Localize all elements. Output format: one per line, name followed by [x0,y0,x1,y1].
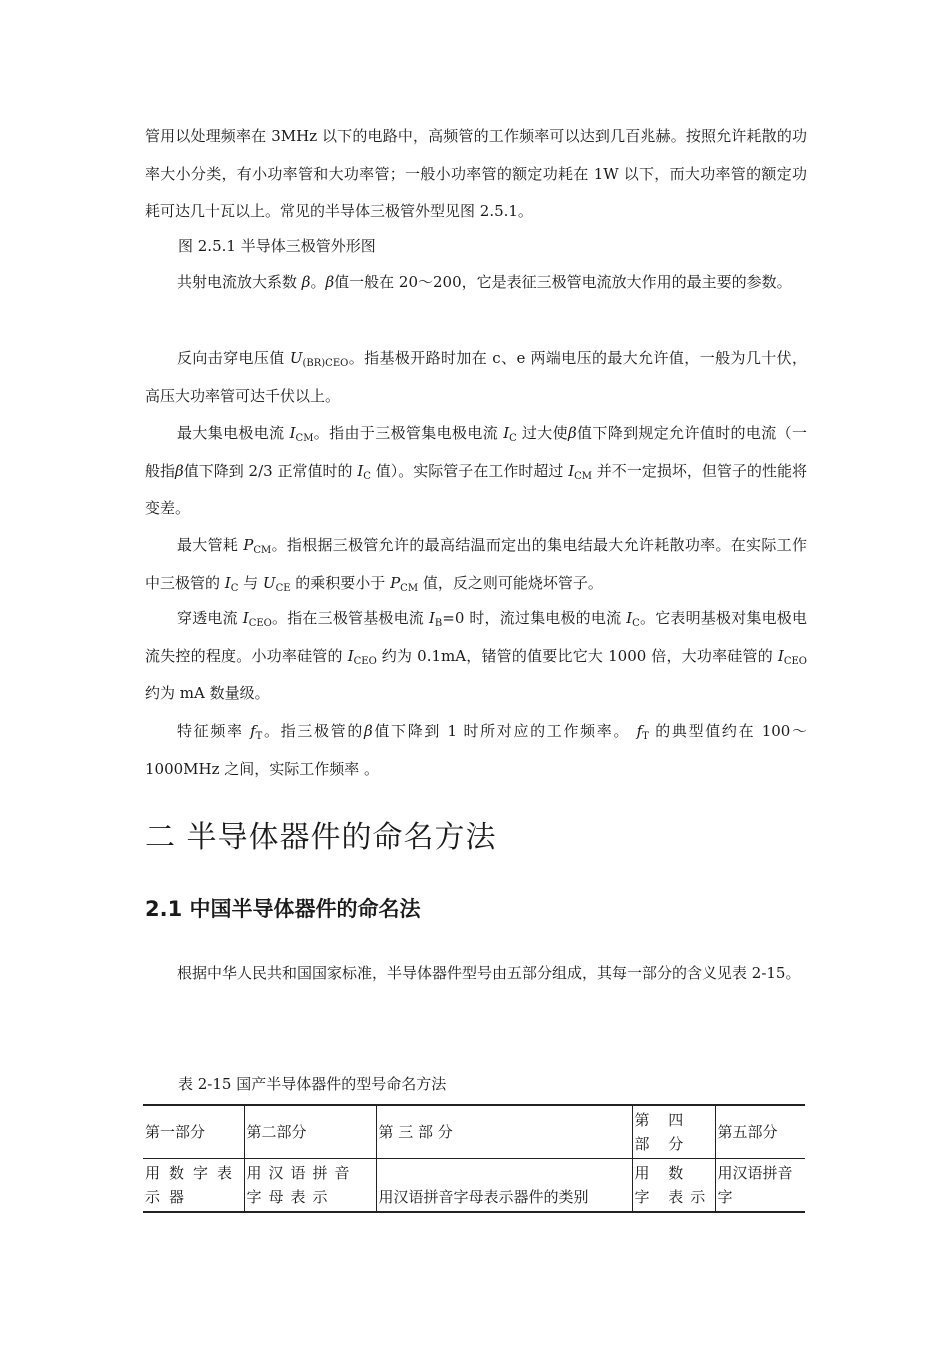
max-power-paragraph: 最大管耗 $P_{CM}$。指根据三极管允许的最高结温而定出的集电结最大允许耗散功率。在实际工作中三极管的 $I_C$ 与 $U_{CE}$ 的乘积要小于 $P_{CM}$ 值，反之则可能烧坏管子。 [145,536,807,594]
table-cell: 用 数 字 表示 [632,1159,715,1213]
table-header-cell: 第 三 部 分 [376,1105,632,1159]
table-cell: 用汉语拼音字母表示器件的类别 [376,1159,632,1213]
naming-table [143,1104,805,1213]
figure-caption: 图 2.5.1 半导体三极管外形图 [178,237,376,255]
section-heading: 二 半导体器件的命名方法 [145,820,497,855]
subsection-heading: 2.1 中国半导体器件的命名法 [145,897,421,921]
leakage-current-paragraph: 穿透电流 $I_{CEO}$。指在三极管基极电流 $I_B=0$ 时，流过集电极的电流 $I_C$。它表明基极对集电极电流失控的程度。小功率硅管的 $I_{CEO}$ 约为 0.1mA，锗管的值要比它大 1000 倍，大功率硅管的 $I_{CEO}$ 约为 mA 数量级。 [145,609,807,702]
breakdown-voltage-paragraph: 反向击穿电压值 $U_{(BR)CEO}$。指基极开路时加在 c、e 两端电压的最大允许值，一般为几十伏，高压大功率管可达千伏以上。 [145,349,807,405]
intro-paragraph: 管用以处理频率在 3MHz 以下的电路中，高频管的工作频率可以达到几百兆赫。按照允许耗散的功率大小分类，有小功率管和大功率管；一般小功率管的额定功耗在 1W 以下，而大功率管的额定功耗可达几十瓦以上。常见的半导体三极管外型见图 2.5.1。 [145,127,807,220]
table-header-cell: 第一部分 [143,1105,244,1159]
table-row [143,1159,805,1213]
table-cell: 用汉语拼音字母表示 [244,1159,376,1213]
table-header-cell: 第五部分 [715,1105,805,1159]
beta-paragraph: 共射电流放大系数 β。β值一般在 20～200，它是表征三极管电流放大作用的最主要的参数。 [177,273,792,291]
transition-frequency-paragraph: 特征频率 $f_T$。指三极管的β值下降到 1 时所对应的工作频率。 $f_T$ 的典型值约在 100～1000MHz 之间，实际工作频率 。 [145,722,807,778]
table-cell: 用数字表示器 [143,1159,244,1213]
table-cell: 用汉语拼音字 [715,1159,805,1213]
table-header-cell: 第 四 部 分 [632,1105,715,1159]
table-header-cell: 第二部分 [244,1105,376,1159]
naming-paragraph: 根据中华人民共和国国家标准，半导体器件型号由五部分组成，其每一部分的含义见表 2-15。 [177,964,801,982]
table-caption: 表 2-15 国产半导体器件的型号命名方法 [178,1075,447,1093]
table-header-row [143,1105,805,1159]
max-collector-current-paragraph: 最大集电极电流 $I_{CM}$。指由于三极管集电极电流 $I_C$ 过大使β值下降到规定允许值时的电流（一般指β值下降到 2/3 正常值时的 $I_C$ 值）。实际管子在工作时超过 $I_{CM}$ 并不一定损坏，但管子的性能将变差。 [145,424,807,517]
